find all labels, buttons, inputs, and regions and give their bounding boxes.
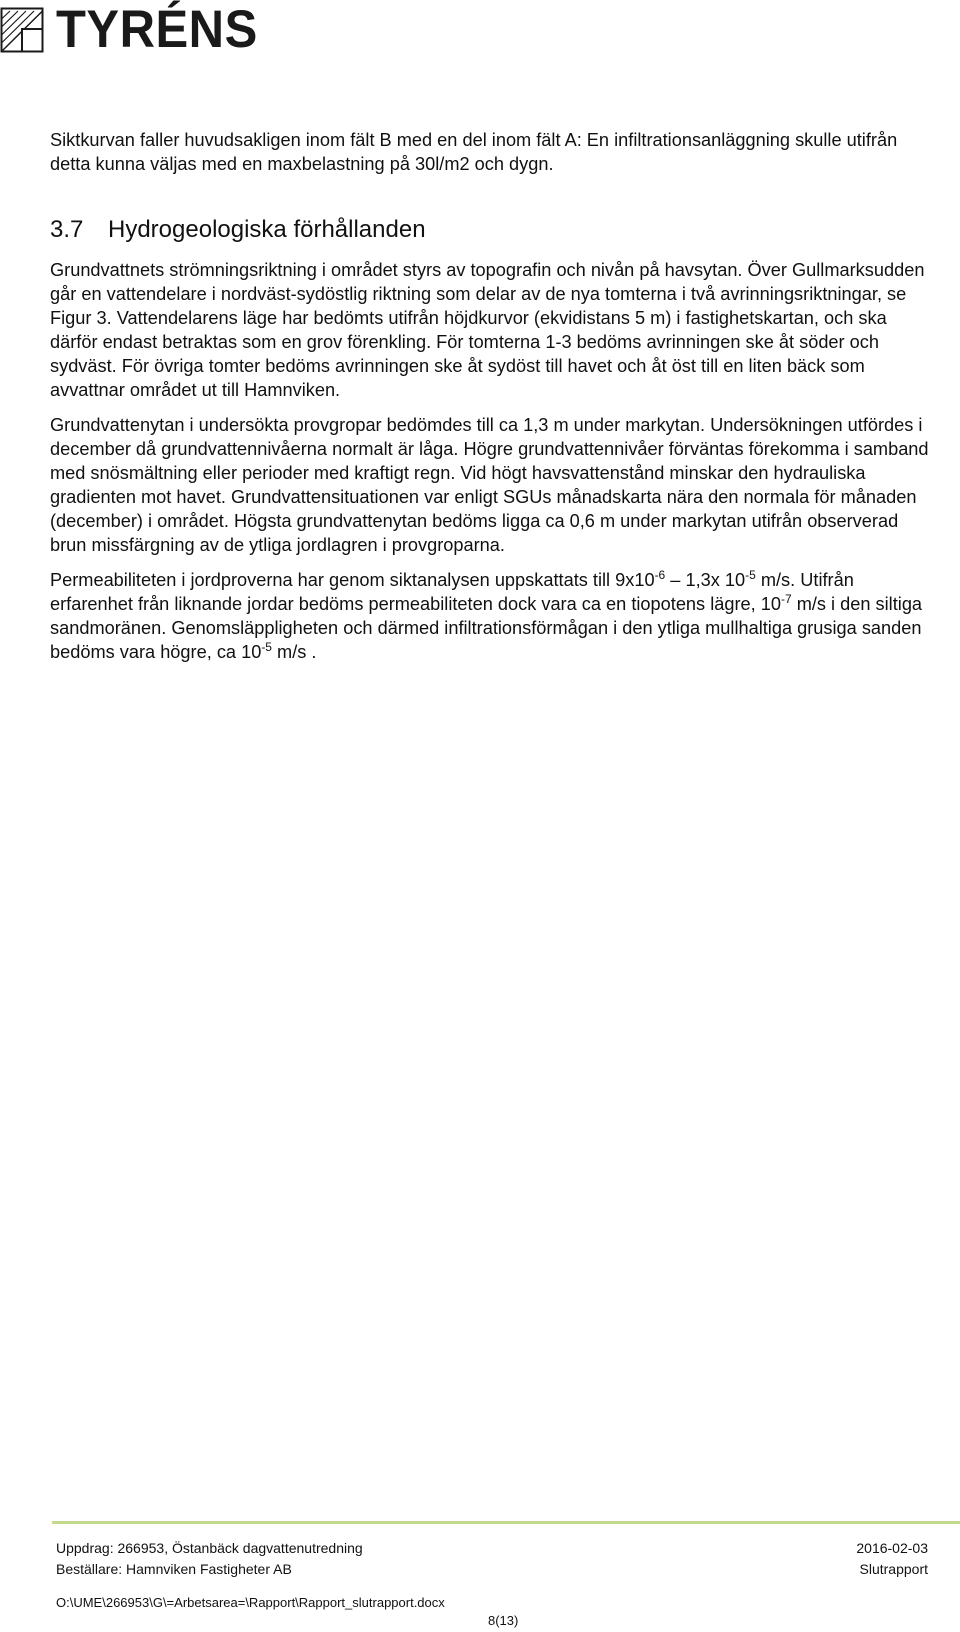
- text-run: m/s .: [271, 642, 317, 662]
- file-path: O:\UME\266953\G\=Arbetsarea=\Rapport\Rapport_slutrapport.docx: [56, 1595, 445, 1610]
- section-heading: [50, 216, 930, 244]
- section-title: Hydrogeologiska förhållanden: [108, 216, 426, 243]
- footer-row: [56, 1538, 928, 1559]
- superscript: -5: [261, 640, 272, 654]
- text-run: m/s. Utifrån erfarenhet från liknande jordar bedöms permeabiliteten dock vara ca en tiopotens lägre, 10: [50, 570, 854, 614]
- paragraph-groundwater-level: Grundvattenytan i undersökta provgropar bedömdes till ca 1,3 m under markytan. Undersökningen utfördes i december då grundvattennivåerna normalt är låga. Högre grundvattennivåer förväntas förekomma i samband med snösmältning eller perioder med kraftigt regn. Vid högt havsvattenstånd minskar den hydrauliska gradienten mot havet. Grundvattensituationen var enligt SGUs månadskarta nära den normala för månaden (december) i området. Högsta grundvattenytan bedöms ligga ca 0,6 m under markytan utifrån observerad brun missfärgning av de ytliga jordlagren i provgroparna.: [50, 415, 929, 555]
- section-number: 3.7: [50, 216, 84, 243]
- tyrens-logo-mark-icon: [0, 7, 44, 53]
- document-body: [50, 128, 930, 675]
- logo-wordmark: TYRÉNS: [56, 0, 258, 59]
- footer-divider: [52, 1521, 960, 1524]
- footer-client: Beställare: Hamnviken Fastigheter AB: [56, 1561, 292, 1577]
- paragraph-flow-direction: Grundvattnets strömningsriktning i området styrs av topografin och nivån på havsytan. Över Gullmarksudden går en vattendelare i nordväst-sydöstlig riktning som delar av de nya tomterna i två avrinningsriktningar, se Figur 3. Vattendelarens läge har bedömts utifrån höjdkurvor (ekvidistans 5 m) i fastighetskartan, och ska därför endast betraktas som en grov förenkling. För tomterna 1-3 bedöms avrinningen ske åt söder och sydväst. För övriga tomter bedöms avrinningen ske åt sydöst till havet och åt öst till en liten bäck som avvattnar området ut till Hamnviken.: [50, 260, 925, 400]
- footer-assignment: Uppdrag: 266953, Östanbäck dagvattenutredning: [56, 1540, 363, 1556]
- text-run: – 1,3x 10: [665, 570, 746, 590]
- superscript: -5: [745, 568, 756, 582]
- text-run: m/s i den siltiga sandmoränen. Genomsläppligheten och därmed infiltrationsförmågan i den ytliga mullhaltiga grusiga sanden bedöms vara högre, ca 10: [50, 594, 923, 662]
- superscript: -7: [780, 592, 792, 606]
- page-footer: [56, 1538, 928, 1580]
- intro-paragraph: Siktkurvan faller huvudsakligen inom fält B med en del inom fält A: En infiltrationsanläggning skulle utifrån detta kunna väljas med en maxbelastning på 30l/m2 och dygn.: [50, 130, 898, 174]
- superscript: -6: [654, 568, 666, 582]
- footer-row: [56, 1559, 928, 1580]
- page-number: 8(13): [488, 1613, 519, 1628]
- company-logo: [0, 0, 258, 59]
- footer-doc-type: Slutrapport: [859, 1561, 928, 1577]
- footer-date: 2016-02-03: [856, 1540, 928, 1556]
- paragraph-permeability: [50, 568, 930, 664]
- text-run: Permeabiliteten i jordproverna har genom siktanalysen uppskattats till 9x10: [50, 570, 655, 590]
